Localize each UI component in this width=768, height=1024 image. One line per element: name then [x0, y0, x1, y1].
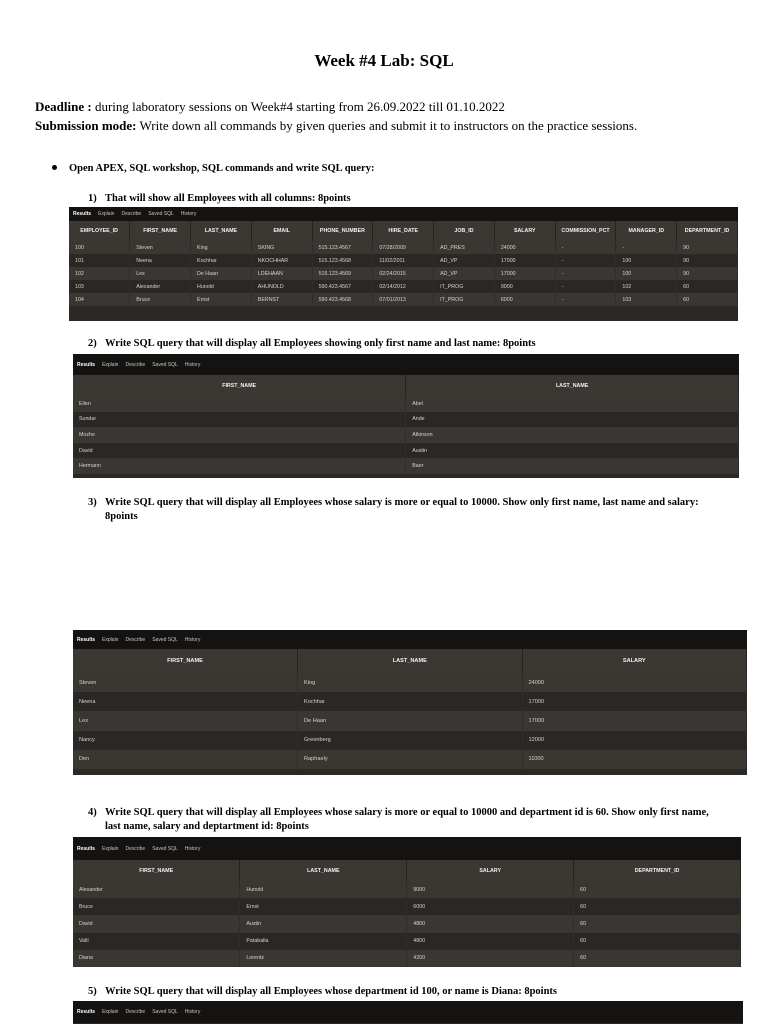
table-cell: 4800: [407, 933, 574, 950]
instruction-text: Open APEX, SQL workshop, SQL commands and write SQL query:: [69, 163, 375, 174]
table-row: [73, 898, 741, 915]
submission-line: [35, 118, 637, 134]
table-cell: 60: [574, 933, 741, 950]
table-row: [73, 711, 747, 730]
table-cell: De Haan: [298, 711, 523, 730]
table-cell: 102: [69, 267, 130, 280]
question-text-continued: 8points: [105, 511, 138, 522]
table-cell: AD_VP: [434, 267, 495, 280]
table-cell: AD_VP: [434, 254, 495, 267]
tab-results[interactable]: Results: [77, 361, 96, 368]
deadline-line: [35, 99, 505, 115]
column-header-first-name[interactable]: FIRST_NAME: [130, 221, 191, 241]
submission-text: Write down all commands by given queries and submit it to instructors on the practice sessions.: [136, 118, 638, 133]
table-cell: 02/24/2015: [373, 267, 434, 280]
results-panel-2: [73, 354, 739, 478]
table-cell: Pataballa: [240, 933, 407, 950]
table-cell: Steven: [73, 673, 298, 692]
question-text: Write SQL query that will display all Employees showing only first name and last name: 8points: [105, 338, 536, 349]
results-table: [73, 375, 739, 474]
tab-explain[interactable]: Explain: [98, 211, 115, 217]
table-cell: -: [616, 241, 677, 254]
table-cell: 515.123.4569: [312, 267, 373, 280]
table-cell: Valli: [73, 933, 240, 950]
table-cell: 100: [69, 241, 130, 254]
column-header-last-name[interactable]: LAST_NAME: [191, 221, 252, 241]
tab-history[interactable]: History: [184, 636, 201, 643]
table-cell: Diana: [73, 950, 240, 967]
table-cell: 90: [677, 241, 738, 254]
tab-results[interactable]: Results: [77, 845, 96, 852]
results-tabbar: [73, 630, 747, 649]
tab-history[interactable]: History: [184, 1009, 201, 1015]
table-cell: Ernst: [191, 293, 252, 306]
table-cell: Lex: [73, 711, 298, 730]
table-cell: King: [298, 673, 523, 692]
tab-explain[interactable]: Explain: [102, 636, 119, 643]
table-cell: Bruce: [73, 898, 240, 915]
table-row: [73, 427, 739, 443]
column-header-department-id[interactable]: DEPARTMENT_ID: [574, 860, 741, 881]
table-cell: 590.423.4568: [312, 293, 373, 306]
table-cell: Ande: [406, 412, 739, 428]
table-cell: David: [73, 915, 240, 932]
table-cell: King: [191, 241, 252, 254]
tab-saved-sql[interactable]: Saved SQL: [152, 636, 178, 643]
table-cell: 02/14/2012: [373, 280, 434, 293]
table-cell: 90: [677, 267, 738, 280]
table-cell: 4200: [407, 950, 574, 967]
table-row: [69, 280, 738, 293]
table-cell: 17000: [522, 692, 747, 711]
tab-describe[interactable]: Describe: [125, 361, 146, 368]
table-header-row: [73, 649, 747, 673]
table-header-row: [73, 375, 739, 396]
table-row: [73, 881, 741, 898]
table-cell: 07/28/2009: [373, 241, 434, 254]
results-tabbar: [73, 1001, 743, 1023]
table-cell: 6000: [494, 293, 555, 306]
results-panel-3: [73, 630, 747, 775]
table-cell: 24000: [494, 241, 555, 254]
column-header-salary[interactable]: SALARY: [494, 221, 555, 241]
tab-results[interactable]: Results: [73, 211, 92, 217]
column-header-last-name[interactable]: LAST_NAME: [298, 649, 523, 673]
question-number: 1): [88, 193, 97, 204]
table-cell: 9000: [494, 280, 555, 293]
page-title: Week #4 Lab: SQL: [314, 51, 454, 70]
table-cell: Hermann: [73, 458, 406, 474]
table-cell: Austin: [406, 443, 739, 459]
table-cell: 11000: [522, 750, 747, 769]
table-cell: Lorentz: [240, 950, 407, 967]
question-4: [88, 806, 728, 834]
results-panel-5: [73, 1001, 743, 1024]
column-header-first-name[interactable]: FIRST_NAME: [73, 375, 406, 396]
table-cell: 60: [574, 915, 741, 932]
table-cell: NKOCHHAR: [251, 254, 312, 267]
table-cell: -: [555, 280, 616, 293]
deadline-text: during laboratory sessions on Week#4 starting from 26.09.2022 till 01.10.2022: [91, 99, 505, 114]
table-cell: Steven: [130, 241, 191, 254]
table-cell: Sundar: [73, 412, 406, 428]
table-cell: Ernst: [240, 898, 407, 915]
tab-describe[interactable]: Describe: [125, 845, 146, 852]
question-2: [88, 337, 728, 351]
table-cell: 17000: [494, 254, 555, 267]
column-header-first-name[interactable]: FIRST_NAME: [73, 860, 240, 881]
column-header-hire-date[interactable]: HIRE_DATE: [373, 221, 434, 241]
tab-saved-sql[interactable]: Saved SQL: [152, 845, 178, 852]
tab-history[interactable]: History: [184, 845, 201, 852]
question-1: [88, 192, 728, 206]
results-table: [73, 649, 747, 769]
table-row: [73, 396, 739, 412]
table-cell: 515.123.4568: [312, 254, 373, 267]
tab-explain[interactable]: Explain: [102, 1009, 119, 1015]
table-cell: 590.423.4567: [312, 280, 373, 293]
table-cell: 4800: [407, 915, 574, 932]
table-cell: 100: [616, 267, 677, 280]
table-cell: Atkinson: [406, 427, 739, 443]
table-cell: 104: [69, 293, 130, 306]
table-cell: 60: [677, 293, 738, 306]
table-cell: 60: [574, 950, 741, 967]
question-number: 3): [88, 497, 97, 508]
results-table: [69, 221, 738, 306]
column-header-commission-pct[interactable]: COMMISSION_PCT: [555, 221, 616, 241]
deadline-label: Deadline :: [35, 99, 92, 114]
table-cell: Alexander: [73, 881, 240, 898]
table-cell: Neena: [73, 692, 298, 711]
table-row: [69, 254, 738, 267]
table-cell: 60: [574, 881, 741, 898]
table-cell: 9000: [407, 881, 574, 898]
table-cell: IT_PROG: [434, 280, 495, 293]
question-text: Write SQL query that will display all Employees whose salary is more or equal to 10000 and department id is 60. Show only first name,: [105, 807, 709, 818]
tab-describe[interactable]: Describe: [121, 211, 142, 217]
table-row: [69, 293, 738, 306]
table-cell: LDEHAAN: [251, 267, 312, 280]
table-cell: Raphaely: [298, 750, 523, 769]
column-header-job-id[interactable]: JOB_ID: [434, 221, 495, 241]
question-number: 4): [88, 807, 97, 818]
table-row: [73, 950, 741, 967]
table-row: [73, 692, 747, 711]
tab-describe[interactable]: Describe: [125, 1009, 146, 1015]
tab-history[interactable]: History: [180, 211, 197, 217]
tab-results[interactable]: Results: [77, 1009, 96, 1015]
table-cell: 100: [616, 254, 677, 267]
table-cell: Baer: [406, 458, 739, 474]
table-cell: -: [555, 293, 616, 306]
table-header-row: [73, 860, 741, 881]
table-cell: 60: [574, 898, 741, 915]
tab-explain[interactable]: Explain: [102, 845, 119, 852]
table-row: [69, 267, 738, 280]
table-cell: Bruce: [130, 293, 191, 306]
tab-describe[interactable]: Describe: [125, 636, 146, 643]
table-cell: 24000: [522, 673, 747, 692]
column-header-salary[interactable]: SALARY: [407, 860, 574, 881]
table-cell: Den: [73, 750, 298, 769]
table-row: [73, 750, 747, 769]
question-number: 2): [88, 338, 97, 349]
table-cell: Abel: [406, 396, 739, 412]
table-cell: Hunold: [240, 881, 407, 898]
tab-history[interactable]: History: [184, 361, 201, 368]
column-header-manager-id[interactable]: MANAGER_ID: [616, 221, 677, 241]
question-text: Write SQL query that will display all Employees whose department id 100, or name is Diana: 8points: [105, 986, 558, 997]
table-cell: 90: [677, 254, 738, 267]
column-header-last-name[interactable]: LAST_NAME: [406, 375, 739, 396]
table-cell: Neena: [130, 254, 191, 267]
tab-results[interactable]: Results: [77, 636, 96, 643]
tab-saved-sql[interactable]: Saved SQL: [148, 211, 174, 217]
table-cell: AHUNOLD: [251, 280, 312, 293]
table-cell: 101: [69, 254, 130, 267]
submission-label: Submission mode:: [35, 118, 137, 133]
table-cell: IT_PROG: [434, 293, 495, 306]
tab-saved-sql[interactable]: Saved SQL: [152, 1009, 178, 1015]
question-text: Write SQL query that will display all Employees whose salary is more or equal to 10000. Show only first name, last name and salary:: [105, 497, 699, 508]
instruction-bullet: [52, 163, 374, 174]
tab-saved-sql[interactable]: Saved SQL: [152, 361, 178, 368]
bullet-dot-icon: [52, 165, 57, 170]
column-header-employee-id[interactable]: EMPLOYEE_ID: [69, 221, 130, 241]
table-cell: Nancy: [73, 731, 298, 750]
table-row: [73, 458, 739, 474]
table-cell: Mozhe: [73, 427, 406, 443]
column-header-last-name[interactable]: LAST_NAME: [240, 860, 407, 881]
question-5: [88, 985, 728, 999]
table-header-row: [69, 221, 738, 241]
table-cell: Lex: [130, 267, 191, 280]
results-table: [73, 860, 741, 967]
table-cell: 102: [616, 280, 677, 293]
table-cell: AD_PRES: [434, 241, 495, 254]
table-cell: 17000: [494, 267, 555, 280]
table-cell: Hunold: [191, 280, 252, 293]
table-row: [73, 731, 747, 750]
table-cell: 11/02/2011: [373, 254, 434, 267]
column-header-department-id[interactable]: DEPARTMENT_ID: [677, 221, 738, 241]
column-header-phone-number[interactable]: PHONE_NUMBER: [312, 221, 373, 241]
table-row: [73, 673, 747, 692]
table-cell: -: [555, 267, 616, 280]
table-row: [73, 933, 741, 950]
table-cell: De Haan: [191, 267, 252, 280]
table-cell: 515.123.4567: [312, 241, 373, 254]
question-number: 5): [88, 986, 97, 997]
table-cell: SKING: [251, 241, 312, 254]
table-cell: -: [555, 254, 616, 267]
table-cell: Austin: [240, 915, 407, 932]
table-row: [73, 915, 741, 932]
results-tabbar: [73, 837, 741, 860]
table-cell: 103: [69, 280, 130, 293]
table-cell: 60: [677, 280, 738, 293]
table-cell: 17000: [522, 711, 747, 730]
column-header-salary[interactable]: SALARY: [522, 649, 747, 673]
question-text: That will show all Employees with all columns: 8points: [105, 193, 351, 204]
question-3: [88, 496, 728, 524]
table-row: [73, 412, 739, 428]
table-cell: Kochhar: [298, 692, 523, 711]
table-cell: Greenberg: [298, 731, 523, 750]
table-cell: David: [73, 443, 406, 459]
table-cell: 6000: [407, 898, 574, 915]
table-cell: 07/01/2013: [373, 293, 434, 306]
table-cell: 12000: [522, 731, 747, 750]
tab-explain[interactable]: Explain: [102, 361, 119, 368]
table-cell: Alexander: [130, 280, 191, 293]
results-tabbar: [69, 207, 738, 221]
table-row: [69, 241, 738, 254]
results-panel-1: [69, 207, 738, 321]
table-row: [73, 443, 739, 459]
column-header-first-name[interactable]: FIRST_NAME: [73, 649, 298, 673]
table-cell: -: [555, 241, 616, 254]
table-cell: 103: [616, 293, 677, 306]
results-panel-4: [73, 837, 741, 967]
question-text-continued: last name, salary and deptartment id: 8points: [105, 821, 309, 832]
table-cell: BERNST: [251, 293, 312, 306]
column-header-email[interactable]: EMAIL: [251, 221, 312, 241]
table-cell: Kochhar: [191, 254, 252, 267]
results-tabbar: [73, 354, 739, 375]
table-cell: Ellen: [73, 396, 406, 412]
